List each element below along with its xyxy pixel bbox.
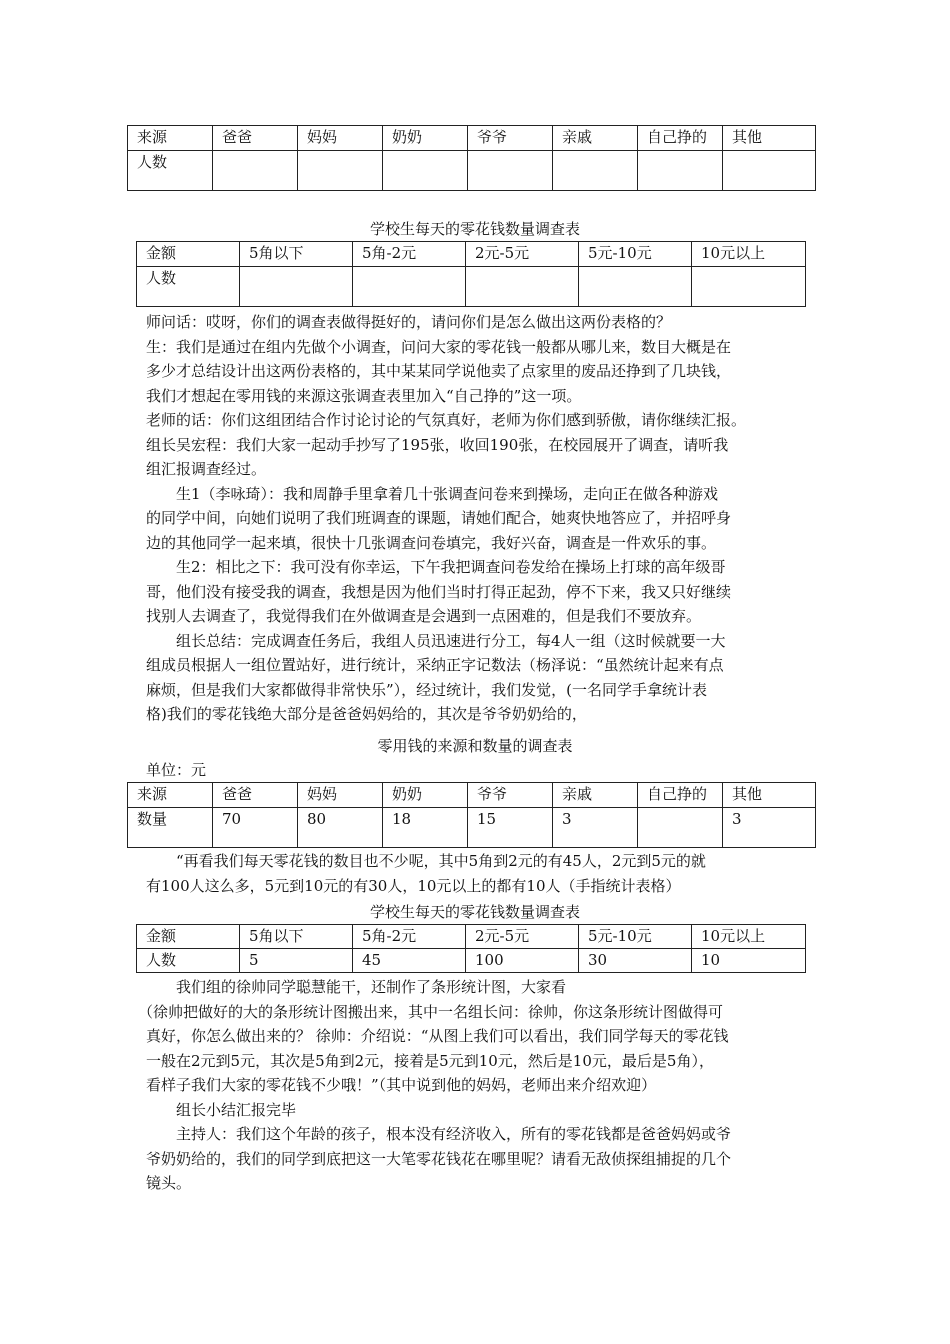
text-line: 有100人这么多，5元到10元的有30人，10元以上的都有10人（手指统计表格） [146,877,681,895]
table-cell: 10元以上 [692,925,806,949]
text-line: 我们才想起在零用钱的来源这张调查表里加入“自己挣的”这一项。 [146,387,582,405]
text-line: 爷奶奶给的，我们的同学到底把这一大笔零花钱花在哪里呢？请看无敌侦探组捕捉的几个 [146,1150,732,1168]
table-cell: 70 [213,808,298,848]
table-cell: 奶奶 [383,783,468,808]
table-cell: 自己挣的 [638,783,723,808]
table-cell: 5元-10元 [579,242,692,267]
table-cell: 3 [553,808,638,848]
text-line: “再看我们每天零花钱的数目也不少呢，其中5角到2元的有45人，2元到5元的就 [146,852,706,870]
table-cell: 人数 [128,151,213,191]
table-cell: 爷爷 [468,126,553,151]
table-cell: 人数 [137,949,240,973]
table-cell: 爷爷 [468,783,553,808]
table-cell: 10元以上 [692,242,806,267]
text-line: （徐帅把做好的大的条形统计图搬出来，其中一名组长问：徐帅，你这条形统计图做得可 [138,1003,724,1021]
table-row [137,267,806,307]
text-line: 我们组的徐帅同学聪慧能干，还制作了条形统计图，大家看 [146,978,567,996]
table-title: 学校生每天的零花钱数量调查表 [369,903,580,921]
table-cell: 18 [383,808,468,848]
table-cell: 100 [466,949,579,973]
table-header-row [137,925,806,949]
body-text-block-3 [138,975,846,1205]
source-table-filled [127,782,816,848]
text-line: 生：我们是通过在组内先做个小调查，问问大家的零花钱一般都从哪儿来，数目大概是在 [146,338,732,356]
table-header-row [128,783,816,808]
table-header-row [128,126,816,151]
table-cell: 自己挣的 [638,126,723,151]
table-cell: 爸爸 [213,783,298,808]
table-cell: 爸爸 [213,126,298,151]
body-text-block-2 [146,849,846,899]
table-cell: 45 [353,949,466,973]
text-line: 生2：相比之下：我可没有你幸运，下午我把调查问卷发给在操场上打球的高年级哥 [146,558,726,576]
table-cell: 亲戚 [553,783,638,808]
text-line: 组长吴宏程：我们大家一起动手抄写了195张，收回190张，在校园展开了调查，请听我 [146,436,729,454]
table-title: 零用钱的来源和数量的调查表 [377,737,573,755]
table-cell: 妈妈 [298,126,383,151]
text-line: 师问话：哎呀，你们的调查表做得挺好的，请问你们是怎么做出这两份表格的？ [146,313,672,331]
table-cell: 金额 [137,242,240,267]
text-line: 哥，他们没有接受我的调查，我想是因为他们当时打得正起劲，停不下来，我又只好继续 [146,583,732,601]
table-cell: 其他 [723,126,816,151]
text-line: 组汇报调查经过。 [146,460,267,478]
table-cell: 其他 [723,783,816,808]
table-cell: 80 [298,808,383,848]
unit-label: 单位：元 [146,761,207,779]
text-line: 组长总结：完成调查任务后，我组人员迅速进行分工，每4人一组（这时候就要一大 [146,632,726,650]
text-line: 真好，你怎么做出来的？ 徐帅：介绍说：“从图上我们可以看出，我们同学每天的零花钱 [146,1027,729,1045]
text-line: 一般在2元到5元，其次是5角到2元，接着是5元到10元，然后是10元，最后是5角）， [146,1052,714,1070]
table-cell: 5元-10元 [579,925,692,949]
table-cell: 15 [468,808,553,848]
text-line: 麻烦，但是我们大家都做得非常快乐”），经过统计，我们发觉，(一名同学手拿统计表 [146,681,708,699]
table-title: 学校生每天的零花钱数量调查表 [369,220,580,238]
text-line: 看样子我们大家的零花钱不少哦！”（其中说到他的妈妈，老师出来介绍欢迎） [146,1076,657,1094]
text-line: 老师的话：你们这组团结合作讨论讨论的气氛真好，老师为你们感到骄傲，请你继续汇报。 [146,411,747,429]
text-line: 组成员根据人一组位置站好，进行统计，采纳正字记数法（杨泽说：“虽然统计起来有点 [146,656,724,674]
text-line: 生1（李咏琦）：我和周静手里拿着几十张调查问卷来到操场，走向正在做各种游戏 [146,485,719,503]
table-cell: 奶奶 [383,126,468,151]
table-cell [638,808,723,848]
text-line: 组长小结汇报完毕 [146,1101,297,1119]
text-line: 镜头。 [146,1174,192,1192]
table-row [137,949,806,973]
table-cell: 5角以下 [240,925,353,949]
table-cell: 5角-2元 [353,242,466,267]
table-cell: 2元-5元 [466,242,579,267]
table-cell: 5角以下 [240,242,353,267]
table-cell: 3 [723,808,816,848]
table-cell: 5角-2元 [353,925,466,949]
table-cell: 妈妈 [298,783,383,808]
text-line: 多少才总结设计出这两份表格的，其中某某同学说他卖了点家里的废品还挣到了几块钱， [146,362,732,380]
amount-table-blank [136,241,806,307]
table-cell: 2元-5元 [466,925,579,949]
text-line: 主持人：我们这个年龄的孩子，根本没有经济收入，所有的零花钱都是爸爸妈妈或爷 [146,1125,732,1143]
table-cell: 30 [579,949,692,973]
table-cell: 来源 [128,783,213,808]
table-cell: 5 [240,949,353,973]
source-table-blank [127,125,816,191]
table-cell: 数量 [128,808,213,848]
table-cell: 亲戚 [553,126,638,151]
text-line: 格)我们的零花钱绝大部分是爸爸妈妈给的，其次是爷爷奶奶给的， [146,705,587,723]
table-row [128,808,816,848]
body-text-block-1 [146,310,846,730]
text-line: 找别人去调查了，我觉得我们在外做调查是会遇到一点困难的，但是我们不要放弃。 [146,607,702,625]
table-header-row [137,242,806,267]
text-line: 边的其他同学一起来填，很快十几张调查问卷填完，我好兴奋，调查是一件欢乐的事。 [146,534,717,552]
table-cell: 金额 [137,925,240,949]
table-cell: 来源 [128,126,213,151]
amount-table-filled [136,924,806,973]
table-row [128,151,816,191]
table-cell: 人数 [137,267,240,307]
text-line: 的同学中间，向她们说明了我们班调查的课题，请她们配合，她爽快地答应了，并招呼身 [146,509,732,527]
table-cell: 10 [692,949,806,973]
